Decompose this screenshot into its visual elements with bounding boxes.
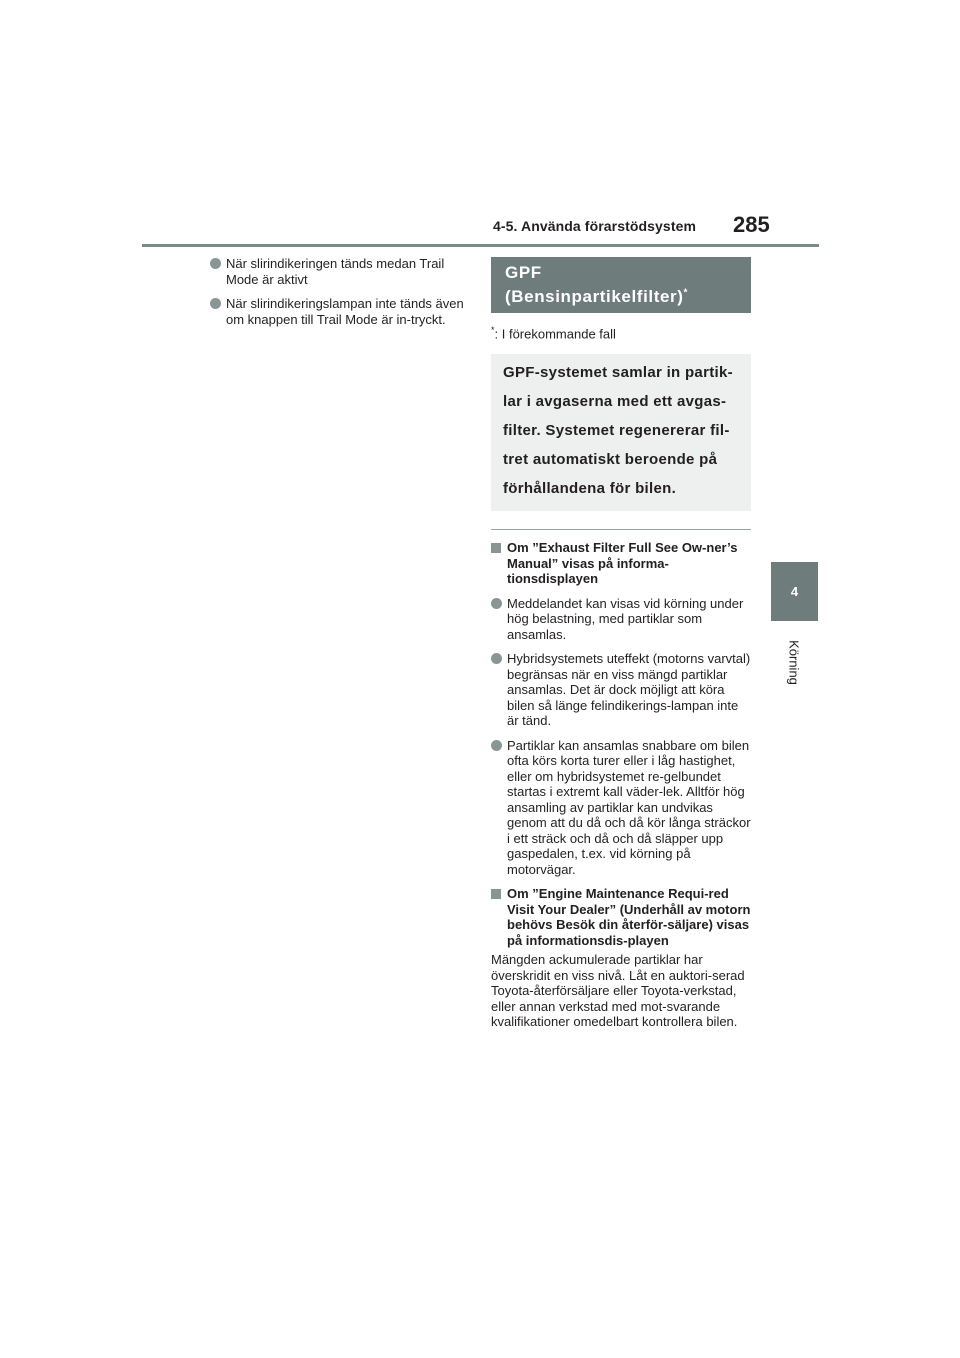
chapter-tab	[771, 562, 818, 621]
square-bullet-icon	[491, 889, 501, 899]
header-divider	[142, 244, 819, 247]
square-bullet-icon	[491, 543, 501, 553]
list-item-text: När slirindikeringslampan inte tänds även om knappen till Trail Mode är in-tryckt.	[226, 296, 464, 327]
header-section-title: 4-5. Använda förarstödsystem	[493, 218, 697, 234]
right-column	[491, 257, 751, 1030]
list-item	[491, 651, 751, 729]
page-number: 285	[733, 212, 770, 237]
list-item-text: Meddelandet kan visas vid körning under hög belastning, med partiklar som ansamlas.	[507, 595, 744, 642]
subheading-text: Om ”Engine Maintenance Requi-red Visit Your Dealer” (Underhåll av motorn behövs Besök din återför-säljare) visas på informationsdis-playen	[507, 886, 751, 948]
section-title-box	[491, 257, 751, 313]
body-paragraph: Mängden ackumulerade partiklar har överskridit en viss nivå. Låt en auktori-serad Toyota-återförsäljare eller Toyota-verkstad, eller annan verkstad med mot-svarande kvalifikationer omedelbart kontrollera bilen.	[491, 952, 745, 1030]
list-item-text: Hybridsystemets uteffekt (motorns varvtal) begränsas när en viss mängd partiklar ansamlas. Det är dock möjligt att köra bilen så länge felindikerings-lampan inte är tänd.	[507, 651, 751, 729]
list-item-text: När slirindikeringen tänds medan Trail Mode är aktivt	[226, 256, 445, 287]
bullet-dot-icon	[491, 598, 502, 609]
summary-divider	[491, 529, 751, 530]
subheading-exhaust-filter	[491, 540, 751, 587]
asterisk-mark: *	[683, 287, 689, 299]
bullet-dot-icon	[491, 653, 502, 664]
subheading-text: Om ”Exhaust Filter Full See Ow-ner’s Manual” visas på informa-tionsdisplayen	[507, 540, 738, 587]
footnote-text: : I förekommande fall	[494, 326, 616, 342]
list-item	[210, 256, 466, 287]
footnote-mark: *	[491, 325, 495, 335]
left-column	[210, 256, 466, 336]
list-item	[491, 596, 751, 643]
summary-box: GPF-systemet samlar in partik-lar i avgaserna med ett avgas-filter. Systemet regenererar fil-tret automatiskt beroende på förhållandena för bilen.	[491, 354, 751, 511]
footnote	[491, 322, 751, 342]
bullet-dot-icon	[210, 298, 221, 309]
section-title-line1: GPF	[505, 263, 542, 282]
chapter-number: 4	[790, 584, 799, 599]
list-item	[210, 296, 466, 327]
bullet-dot-icon	[210, 258, 221, 269]
bullet-dot-icon	[491, 740, 502, 751]
subheading-engine-maintenance	[491, 886, 751, 948]
chapter-label: Körning	[786, 640, 802, 685]
list-item-text: Partiklar kan ansamlas snabbare om bilen ofta körs korta turer eller i låg hastighet, eller om hybridsystemet re-gelbundet startas i extremt kall väder-lek. Alltför hög ansamling av partiklar kan undvikas genom att du då och då kör långa sträckor i ett sträck och då och då släpper upp gaspedalen, t.ex. vid körning på motorvägar.	[507, 737, 751, 877]
list-item	[491, 738, 751, 878]
section-title-line2: (Bensinpartikelfilter)*	[505, 287, 689, 306]
